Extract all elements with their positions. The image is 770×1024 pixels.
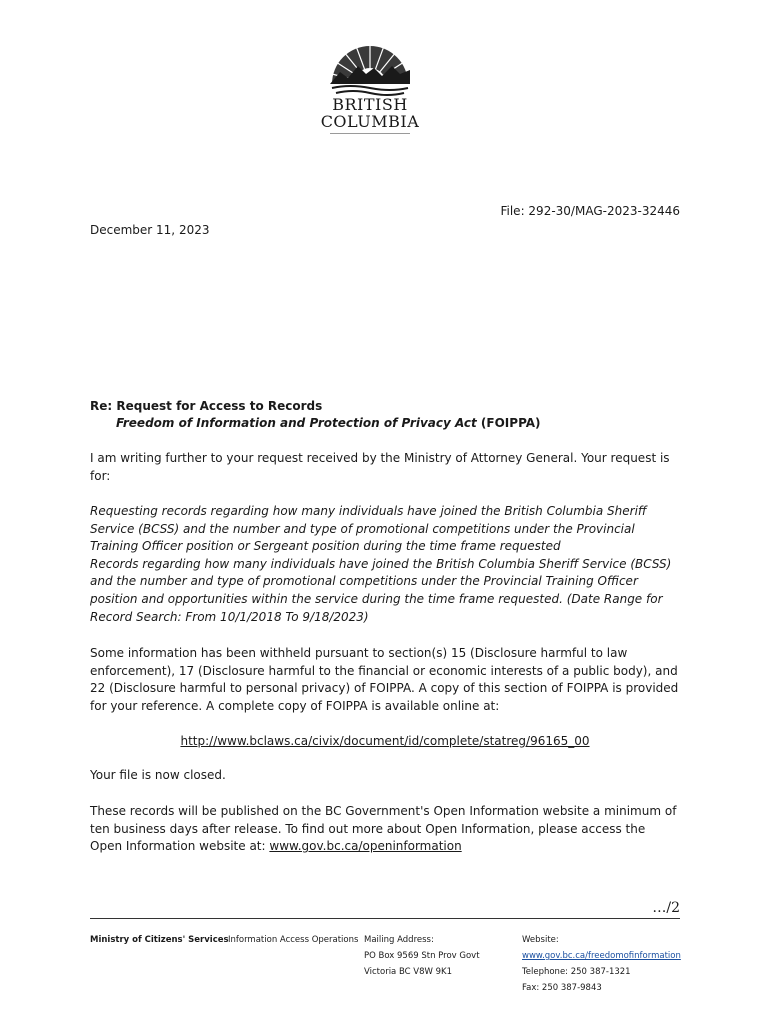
request-text-1: Requesting records regarding how many individuals have joined the British Columbia Sheriff Service (BCSS) and the number and type of promotional competitions under the Provincial Training Officer position or Sergeant position during the time frame requested <box>90 504 647 554</box>
mail-line-2: Victoria BC V8W 9K1 <box>364 967 453 977</box>
act-reference <box>116 415 541 433</box>
logo-divider <box>330 133 410 134</box>
request-text-2: Records regarding how many individuals have joined the British Columbia Sheriff Service (BCSS) and the number and type of promotional competitions under the Provincial Training Officer position and opportunities within the service during the time frame requested. (Date Range for Record Search: From 10/1/2018 To 9/18/2023) <box>90 556 672 624</box>
mail-line-1: PO Box 9569 Stn Prov Govt <box>364 951 480 961</box>
page-continuation-marker: …/2 <box>652 900 680 916</box>
web-link[interactable]: www.gov.bc.ca/freedomofinformation <box>522 951 681 961</box>
subject-line: Re: Request for Access to Records <box>90 399 323 413</box>
footer-office: Information Access Operations <box>228 935 359 945</box>
sun-mountains-icon <box>330 44 410 96</box>
file-closed-notice: Your file is now closed. <box>90 768 226 782</box>
intro-paragraph: I am writing further to your request received by the Ministry of Attorney General. Your request is for: <box>90 451 670 483</box>
logo-text-columbia: COLUMBIA <box>320 112 420 131</box>
act-name: Freedom of Information and Protection of Privacy Act <box>116 416 477 430</box>
fax: Fax: 250 387-9843 <box>522 983 602 993</box>
logo-text-british: BRITISH <box>332 95 408 114</box>
act-abbreviation: (FOIPPA) <box>476 416 541 430</box>
withheld-paragraph: Some information has been withheld pursuant to section(s) 15 (Disclosure harmful to law enforcement), 17 (Disclosure harmful to the financial or economic interests of a public body), and 22 (Disclosure harmful to personal privacy) of FOIPPA. A copy of this section of FOIPPA is provided for your reference. A complete copy of FOIPPA is available online at: <box>90 646 679 713</box>
letter-date: December 11, 2023 <box>90 223 210 237</box>
telephone: Telephone: 250 387-1321 <box>522 967 631 977</box>
file-reference: File: 292-30/MAG-2023-32446 <box>500 204 680 218</box>
request-description <box>90 503 680 626</box>
foippa-link[interactable]: http://www.bclaws.ca/civix/document/id/complete/statreg/96165_00 <box>180 734 590 748</box>
footer-contact <box>522 932 681 996</box>
footer-mailing-address <box>364 932 480 980</box>
open-information-paragraph <box>90 803 680 856</box>
footer-divider <box>90 918 680 919</box>
open-information-link[interactable]: www.gov.bc.ca/openinformation <box>269 839 462 854</box>
mail-label: Mailing Address: <box>364 935 434 945</box>
web-label: Website: <box>522 935 559 945</box>
footer-ministry: Ministry of Citizens' Services <box>90 935 229 945</box>
foippa-link-line <box>90 733 680 751</box>
bc-government-logo <box>311 44 429 144</box>
open-info-text: These records will be published on the BC Government's Open Information website a minimum of ten business days after release. To find out more about Open Information, please access the Open Information website at: <box>90 804 677 854</box>
